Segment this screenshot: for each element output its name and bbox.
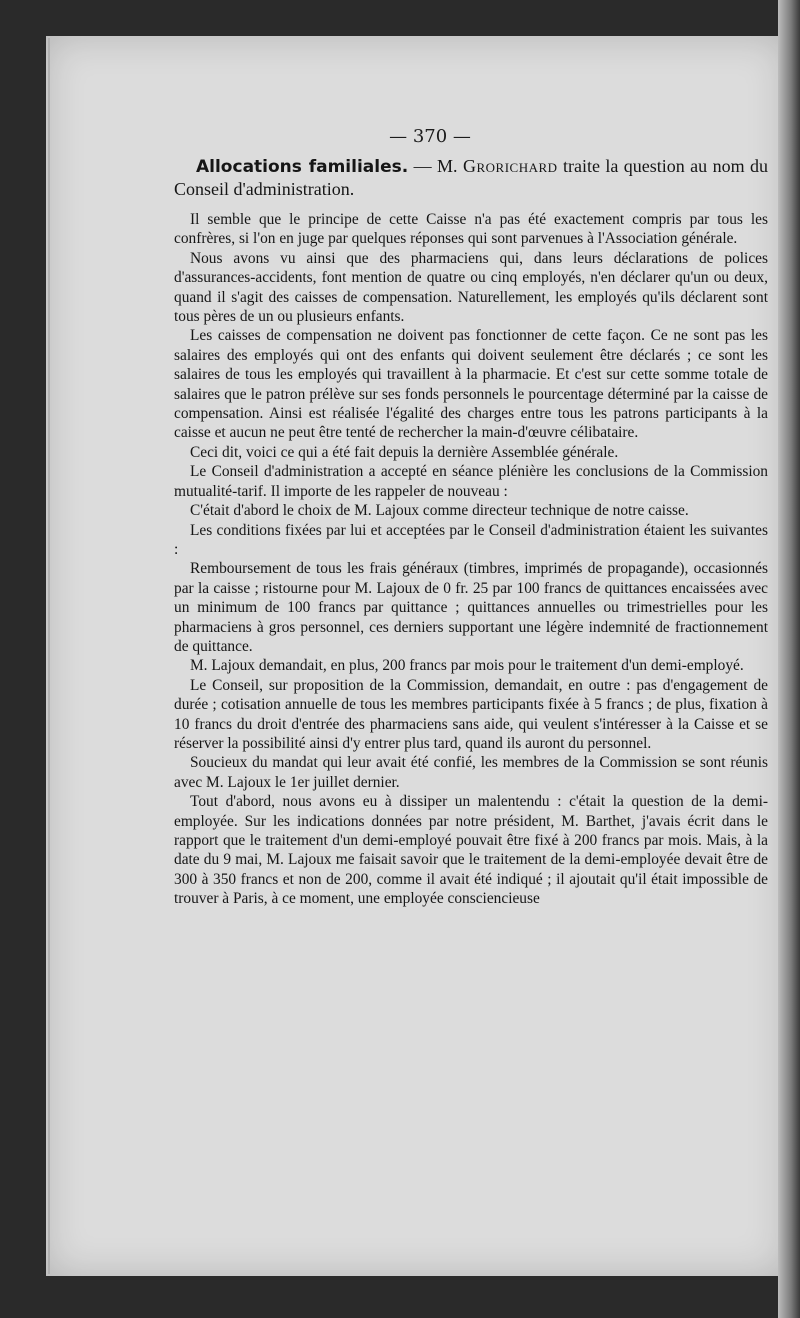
paragraph-2: Nous avons vu ainsi que des pharmaciens qui, dans leurs déclarations de polices d'assurances-accidents, font mention de quatre ou cinq employés, n'en déclarer qu'un ou deux, quand il s'agit des caisses de compensation. Naturellement, les employés qu'ils déclarent sont tous pères de un ou plusieurs enfants. [174, 249, 768, 326]
heading-author: Grorichard [462, 156, 558, 176]
page-left-edge [48, 38, 50, 1274]
paragraph-10: Le Conseil, sur proposition de la Commission, demandait, en outre : pas d'engagement de durée ; cotisation annuelle de tous les membres participants fixée à 5 francs ; de plus, fixation à 10 francs du droit d'entrée des pharmaciens sans aide, qui veulent s'intéresser à la Caisse et se réserver la possibilité ainsi d'y entrer plus tard, quand ils auront du personnel. [174, 676, 768, 752]
paragraph-7: Les conditions fixées par lui et acceptées par le Conseil d'administration étaient les suivantes : [174, 521, 768, 558]
paragraph-4: Ceci dit, voici ce qui a été fait depuis la dernière Assemblée générale. [190, 443, 619, 461]
paragraph-8: Remboursement de tous les frais généraux (timbres, imprimés de propagande), occasionnés par la caisse ; ristourne pour M. Lajoux de 0 fr. 25 par 100 francs de quittances encaissées avec un minimum de 100 francs par quittance ; quittances annuelles ou trimestrielles pour les pharmaciens à gros personnel, ces derniers supportant une légère indemnité de fractionnement de quittance. [174, 560, 768, 655]
paragraph-9: M. Lajoux demandait, en plus, 200 francs par mois pour le traitement d'un demi-employé. [190, 657, 744, 675]
paragraph-11: Soucieux du mandat qui leur avait été confié, les membres de la Commission se sont réunis avec M. Lajoux le 1er juillet dernier. [174, 754, 768, 791]
heading-title: Allocations familiales. [196, 157, 409, 177]
paragraph-5: Le Conseil d'administration a accepté en séance plénière les conclusions de la Commission mutualité-tarif. Il importe de les rappeler de nouveau : [174, 463, 768, 500]
section-heading [174, 155, 768, 200]
page-number: — 370 — [389, 126, 471, 147]
heading-rest: traite la question au nom du Conseil d'administration. [174, 156, 769, 199]
paragraph-6: C'était d'abord le choix de M. Lajoux comme directeur technique de notre caisse. [190, 502, 689, 520]
page-right-edge [778, 0, 800, 1318]
document-body [174, 155, 768, 909]
heading-dash: — M. [408, 156, 463, 176]
paragraph-1: Il semble que le principe de cette Caisse n'a pas été exactement compris par tous les confrères, si l'on en juge par quelques réponses qui sont parvenues à l'Association générale. [174, 211, 768, 248]
paragraph-12: Tout d'abord, nous avons eu à dissiper un malentendu : c'était la question de la demi-employée. Sur les indications données par notre président, M. Barthet, j'avais écrit dans le rapport que le traitement d'un demi-employé pouvait être fixé à 200 francs par mois. Mais, à la date du 9 mai, M. Lajoux me faisait savoir que le traitement de la demi-employée devait être de 300 à 350 francs et non de 200, comme il avait été indiqué ; il ajoutait qu'il était impossible de trouver à Paris, à ce moment, une employée consciencieuse [174, 793, 768, 908]
paragraph-3: Les caisses de compensation ne doivent pas fonctionner de cette façon. Ce ne sont pas les salaires des employés qui ont des enfants qui doivent seulement être déclarés ; ce sont les salaires de tous les employés qui travaillent à la pharmacie. Et c'est sur cette somme totale de salaires que le patron prélève sur ses fonds personnels le pourcentage déterminé par la caisse de compensation. Ainsi est réalisée l'égalité des charges entre tous les patrons participants à la caisse et aucun ne peut être tenté de rechercher la main-d'œuvre célibataire. [174, 327, 768, 442]
